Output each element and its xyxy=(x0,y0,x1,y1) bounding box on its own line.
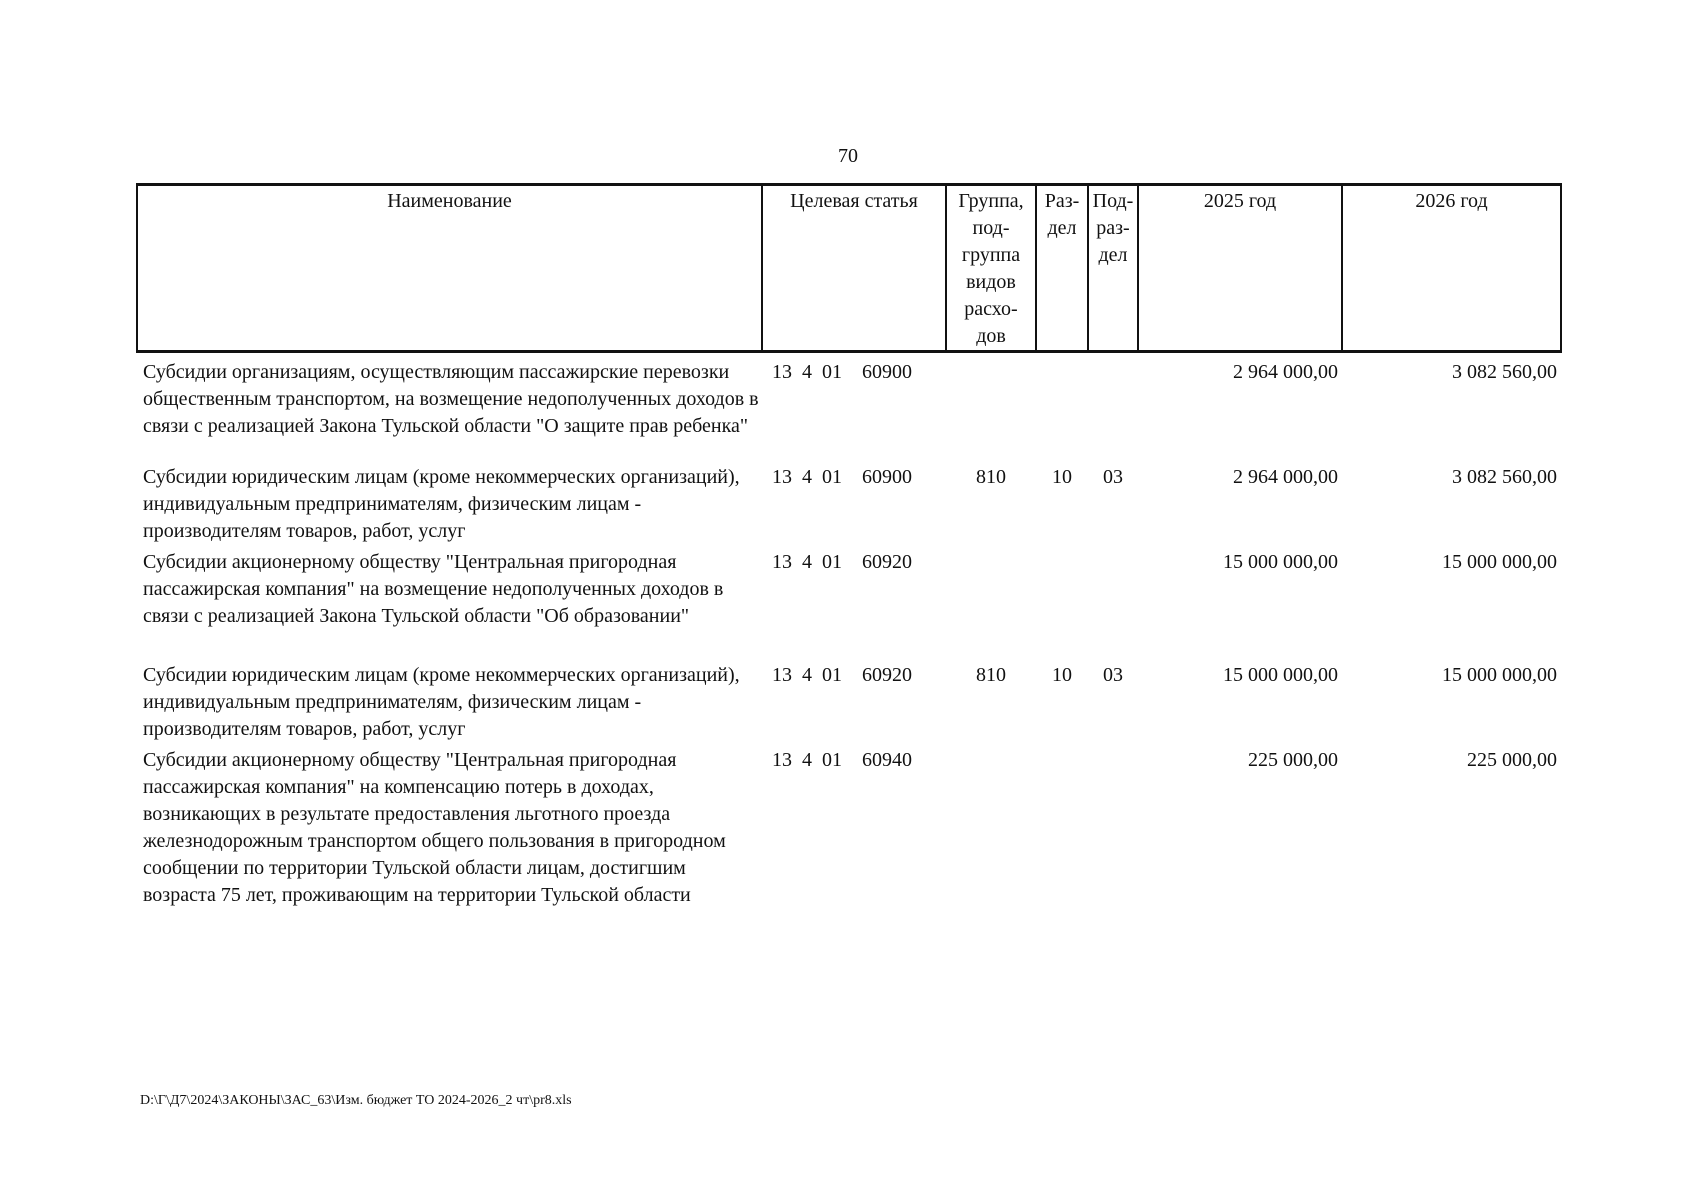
row-expense-group: 810 xyxy=(976,663,1006,686)
header-subsection: Под- раз- дел xyxy=(1088,185,1138,352)
row-expense-group xyxy=(946,352,1036,464)
row-amount-2025: 15 000 000,00 xyxy=(1223,663,1338,686)
row-target-article: 13 4 01 60940 xyxy=(772,748,912,771)
table-row xyxy=(137,662,1561,747)
row-subsection xyxy=(1088,747,1138,909)
page-number: 70 xyxy=(838,145,858,167)
table-row xyxy=(137,549,1561,662)
row-section xyxy=(1036,549,1088,662)
row-amount-2026: 15 000 000,00 xyxy=(1442,663,1557,686)
header-year-2026: 2026 год xyxy=(1342,185,1561,352)
row-amount-2026: 225 000,00 xyxy=(1467,748,1557,771)
row-subsection xyxy=(1088,549,1138,662)
header-year-2025: 2025 год xyxy=(1138,185,1342,352)
row-name: Субсидии организациям, осуществляющим пассажирские перевозки общественным транспортом, на возмещение недополученных доходов в связи с реализацией Закона Тульской области "О защите прав ребенка" xyxy=(143,361,759,437)
row-amount-2025: 15 000 000,00 xyxy=(1223,550,1338,573)
row-name: Субсидии юридическим лицам (кроме некоммерческих организаций), индивидуальным предпринимателям, физическим лицам - производителям товаров, работ, услуг xyxy=(143,465,740,542)
table-row xyxy=(137,352,1561,464)
row-amount-2025: 2 964 000,00 xyxy=(1233,361,1338,383)
row-name: Субсидии акционерному обществу "Центральная пригородная пассажирская компания" на компенсацию потерь в доходах, возникающих в результате предоставления льготного проезда железнодорожным транспортом общего пользования в пригородном сообщении по территории Тульской области лицам, достигшим возраста 75 лет, проживающим на территории Тульской области xyxy=(143,748,726,906)
row-target-article: 13 4 01 60920 xyxy=(772,550,912,573)
row-name: Субсидии акционерному обществу "Центральная пригородная пассажирская компания" на возмещение недополученных доходов в связи с реализацией Закона Тульской области "Об образовании" xyxy=(143,550,724,627)
row-name: Субсидии юридическим лицам (кроме некоммерческих организаций), индивидуальным предпринимателям, физическим лицам - производителям товаров, работ, услуг xyxy=(143,663,740,740)
header-row xyxy=(137,185,1561,352)
table-row xyxy=(137,464,1561,549)
row-expense-group xyxy=(946,549,1036,662)
budget-table xyxy=(136,183,1562,909)
header-expense-group: Группа, под- группа видов расхо- дов xyxy=(946,185,1036,352)
row-subsection: 03 xyxy=(1103,465,1123,488)
row-amount-2025: 2 964 000,00 xyxy=(1233,465,1338,488)
row-target-article: 13 4 01 60920 xyxy=(772,663,912,686)
row-section xyxy=(1036,352,1088,464)
row-expense-group: 810 xyxy=(976,465,1006,488)
row-section: 10 xyxy=(1052,663,1072,686)
table-row xyxy=(137,747,1561,909)
header-name: Наименование xyxy=(137,185,762,352)
row-target-article: 13 4 01 60900 xyxy=(772,361,912,383)
row-subsection: 03 xyxy=(1103,663,1123,686)
row-target-article: 13 4 01 60900 xyxy=(772,465,912,488)
row-amount-2026: 15 000 000,00 xyxy=(1442,550,1557,573)
row-subsection xyxy=(1088,352,1138,464)
header-section: Раз- дел xyxy=(1036,185,1088,352)
row-expense-group xyxy=(946,747,1036,909)
row-amount-2026: 3 082 560,00 xyxy=(1452,361,1557,383)
row-section: 10 xyxy=(1052,465,1072,488)
footer-file-path: D:\Г\Д7\2024\ЗАКОНЫ\ЗАС_63\Изм. бюджет ТО 2024-2026_2 чт\pr8.xls xyxy=(140,1093,572,1108)
header-target-article: Целевая статья xyxy=(762,185,946,352)
row-section xyxy=(1036,747,1088,909)
row-amount-2025: 225 000,00 xyxy=(1248,748,1338,771)
row-amount-2026: 3 082 560,00 xyxy=(1452,465,1557,488)
